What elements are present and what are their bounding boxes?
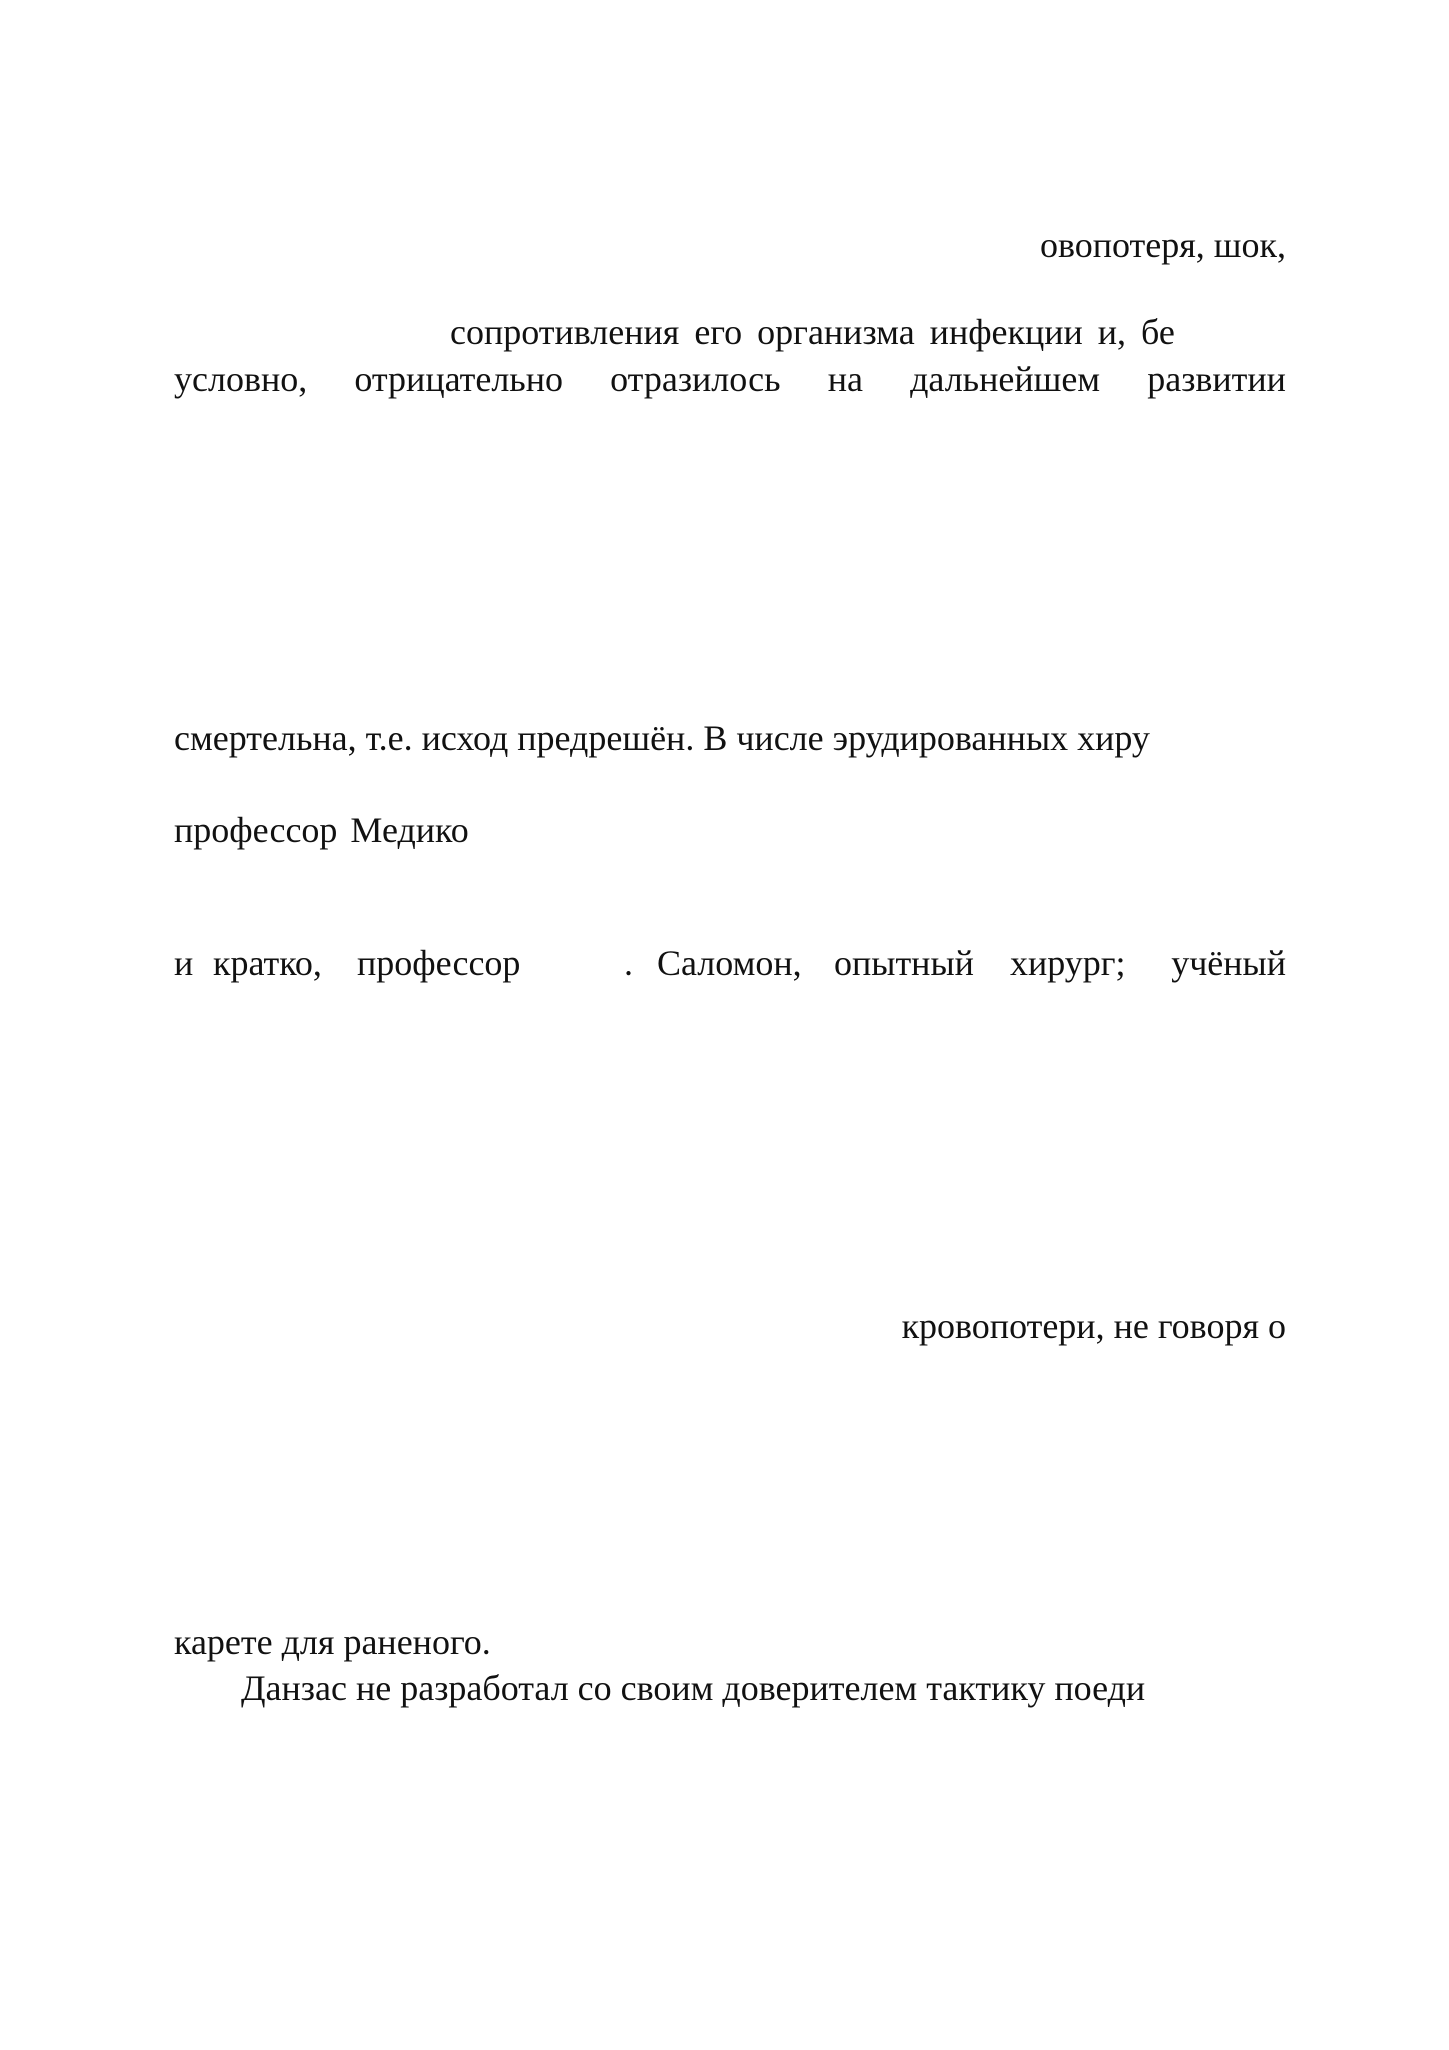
word: опытный	[834, 943, 974, 983]
word: кратко,	[213, 943, 322, 983]
text-line-7: кровопотери, не говоря о	[901, 1306, 1286, 1346]
word: профессор	[357, 943, 521, 983]
text-line-5: профессор Медико	[174, 810, 469, 850]
word: отразилось	[610, 359, 781, 399]
word: на	[827, 359, 863, 399]
text-line-9: Данзас не разработал со своим доверителем тактику поеди	[241, 1668, 1146, 1708]
word: учёный	[1171, 943, 1286, 983]
word: хирург;	[1010, 943, 1126, 983]
text-line-1: овопотеря, шок,	[1039, 225, 1286, 265]
text-line-2: сопротивления его организма инфекции и, бе	[450, 312, 1175, 352]
word: .	[624, 943, 633, 983]
word: Саломон,	[657, 943, 802, 983]
text-line-3	[174, 357, 1286, 401]
word: и	[174, 943, 194, 983]
word: дальнейшем	[910, 359, 1101, 399]
word: развитии	[1147, 359, 1286, 399]
text-line-8: карете для раненого.	[174, 1622, 491, 1662]
text-line-4: смертельна, т.е. исход предрешён. В числе эрудированных хиру	[174, 718, 1150, 758]
word: условно,	[174, 359, 308, 399]
word: отрицательно	[354, 359, 563, 399]
